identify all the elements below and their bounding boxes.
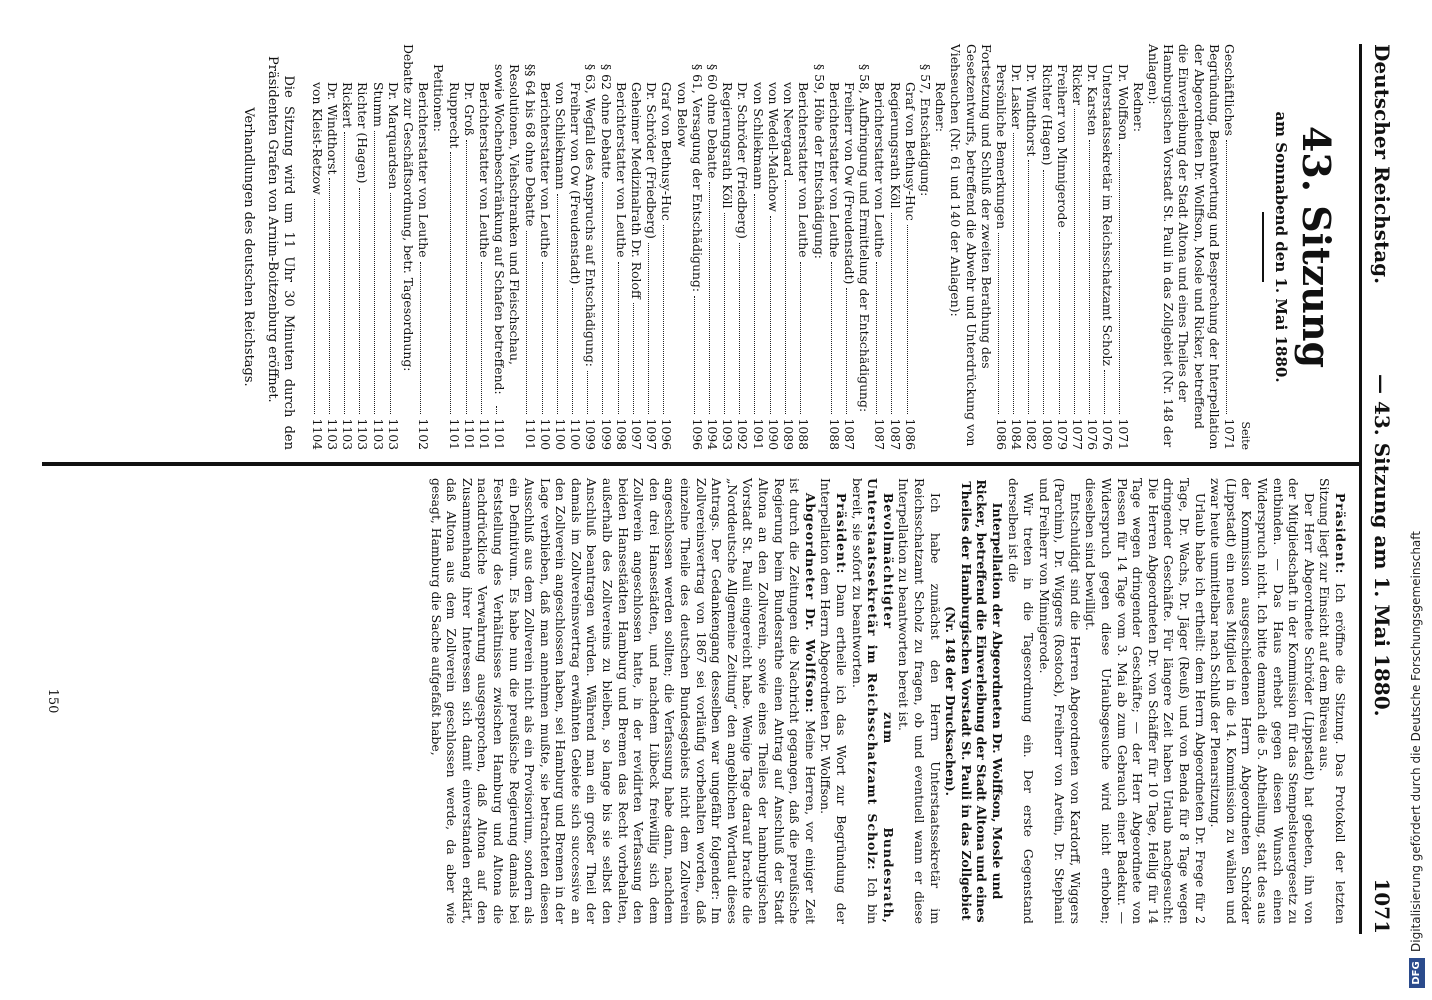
toc-page-number: 1086 <box>902 418 918 450</box>
toc-leader-dots <box>1013 133 1014 414</box>
toc-entry <box>1055 44 1070 450</box>
caption-text: Digitalisierung gefördert durch die Deutsche Forschungsgemeinschaft <box>1409 530 1423 952</box>
toc-entry-text: Dr. Wolffson <box>1115 64 1131 141</box>
toc-entry <box>887 44 902 450</box>
toc-page-number: 1097 <box>644 418 660 450</box>
toc-entry-text: Persönliche Bemerkungen <box>993 64 1009 230</box>
toc-page-number: 1096 <box>659 418 675 450</box>
running-header <box>1359 44 1402 934</box>
paragraph: Urlaub habe ich ertheilt: dem Herrn Abgeordneten Dr. Frege für 2 Tage, Dr. Wachs, Dr. Jäger (Reuß) und von Benda für 8 Tage wegen dringender Geschäfte. Für längere Zeit haben Urlaub nachgesucht: Die Herren Abgeordneten Dr. von Schäffer für 10 Tage, Hellig für 14 Tage wegen dringender Geschäfte; — der Herr Abgeordnete von Plessen für 14 Tage vom 3. Mai ab zum Gebrauch einer Badekur. — Widerspruch gegen diese Urlaubsgesuche wird nicht erhoben; dieselben sind bewilligt. <box>1083 478 1208 924</box>
toc-page-number: 1104 <box>309 418 325 450</box>
toc-page-number: 1103 <box>370 418 386 450</box>
toc-page-number: 1101 <box>492 418 508 450</box>
toc-entry-text: Dr. Windthorst <box>325 82 341 175</box>
toc-leader-dots <box>755 194 756 415</box>
toc-entry-text: §§ 64 bis 68 ohne Debatte <box>522 64 538 227</box>
toc-entry <box>553 44 568 450</box>
toc-leader-dots <box>663 225 664 415</box>
toc-entry-text: Dr. Schröder (Friedberg) <box>644 82 660 239</box>
toc-entry <box>674 44 689 450</box>
toc-entry <box>568 44 583 450</box>
toc-entry-text: Berichterstatter von Leuthe <box>826 82 842 258</box>
speaker-label: Präsident: <box>834 492 849 575</box>
toc-page-number: 1098 <box>613 418 629 450</box>
toc-leader-dots <box>831 262 832 415</box>
toc-entry-text: Freiherr von Ow (Freudenstadt) <box>841 82 857 285</box>
paragraph: Ich habe zunächst den Herrn Unterstaatssekretär im Reichsschatzamt Scholz zu fragen, ob und eventuell wann er diese Interpellation zu beantworten bereit ist. <box>896 478 943 924</box>
agenda-item: Interpellation der Abgeordneten Dr. Wolffson, Mosle und Ricker, betreffend die Einverleibung der Stadt Altona und eines Theiles der Hamburgischen Vorstadt St. Pauli in das Zollgebiet (Nr. 148 der Drucksachen). <box>943 479 1005 923</box>
toc-leader-dots <box>998 233 999 414</box>
toc-entry-text: Berichterstatter von Leuthe <box>796 82 812 258</box>
toc-entry <box>872 44 887 450</box>
seite-label: Seite <box>1239 421 1252 450</box>
toc-entry <box>1085 44 1100 450</box>
toc-entry-text: Freiherr von Minnigerode <box>1054 64 1070 228</box>
toc-entry <box>766 44 781 450</box>
toc-entry-text: Berichterstatter von Leuthe <box>872 82 888 258</box>
toc-leader-dots <box>466 140 467 415</box>
toc-leader-dots <box>329 178 330 414</box>
toc-page-number: 1101 <box>477 418 493 450</box>
toc-entry <box>705 44 720 450</box>
toc-entry <box>720 44 735 450</box>
toc-entry <box>431 44 446 450</box>
signature-number: 150 <box>45 688 60 714</box>
toc-entry <box>994 44 1009 450</box>
toc-entry-text: Richter (Hagen) <box>1039 64 1055 166</box>
toc-entry <box>1009 44 1024 450</box>
toc-leader-dots <box>496 406 497 414</box>
toc-page-number: 1099 <box>583 418 599 450</box>
toc-page-number: 1100 <box>553 418 569 450</box>
toc-leader-dots <box>800 262 801 415</box>
toc-entry <box>614 44 629 450</box>
toc-entry <box>477 44 492 450</box>
toc-entry <box>827 44 842 450</box>
toc-page-number: 1090 <box>765 418 781 450</box>
toc-entry-text: § 60 ohne Debatte <box>705 64 721 179</box>
toc-page-number: 1103 <box>355 418 371 450</box>
toc-page-number: 1096 <box>689 418 705 450</box>
toc-entry-text: Redner: <box>933 82 949 133</box>
toc-entry-text: Resolutionen, Viehschranken und Fleischschau, sowie Wochenbeschränkung auf Schafen betreffend: <box>492 64 523 395</box>
toc-leader-dots <box>359 188 360 415</box>
toc-entry <box>842 44 857 450</box>
toc-entry-text: Dr. Marquardsen <box>385 82 401 190</box>
toc-entry-text: Unterstaatssekretär im Reichsschatzamt Scholz <box>1100 64 1116 366</box>
toc-page-number: 1082 <box>1024 418 1040 450</box>
toc-page-number: 1076 <box>1085 418 1101 450</box>
toc-leader-dots <box>1119 144 1120 414</box>
toc-entry-text: Regierungsrath Köll <box>720 82 736 209</box>
toc-entry <box>538 44 553 450</box>
toc-entry-text: Dr. Windthorst <box>1024 64 1040 157</box>
toc-leader-dots <box>374 131 375 415</box>
toc-page-number: 1097 <box>629 418 645 450</box>
toc-page-number: 1087 <box>872 418 888 450</box>
toc-leader-dots <box>587 371 588 414</box>
toc-entry <box>598 44 613 450</box>
toc-page-number: 1103 <box>385 418 401 450</box>
toc-entry <box>644 44 659 450</box>
toc-leader-dots <box>572 288 573 414</box>
toc-page-number: 1087 <box>841 418 857 450</box>
toc-entry-text: von Kleist-Retzow <box>309 82 325 195</box>
toc-entry <box>629 44 644 450</box>
toc-entry <box>1222 44 1237 450</box>
toc-entry <box>1100 44 1115 450</box>
toc-entry <box>811 44 826 450</box>
toc-entry-text: § 59, Höhe der Entschädigung: <box>811 64 827 259</box>
toc-leader-dots <box>739 243 740 415</box>
paragraph: Präsident: Dann ertheile ich das Wort zur Begründung der Interpellation dem Herrn Abgeordneten Dr. Wolffson. <box>818 478 849 924</box>
digitization-caption <box>1400 12 1430 988</box>
toc-entry <box>1115 44 1130 450</box>
toc-leader-dots <box>907 225 908 415</box>
toc-entry <box>796 44 811 450</box>
toc-leader-dots <box>770 216 771 415</box>
toc-entry <box>386 44 401 450</box>
toc-entry-text: Graf von Bethusy-Huc <box>659 82 675 221</box>
toc-entry <box>690 44 705 450</box>
toc-entry <box>401 44 416 450</box>
toc-page-number: 1084 <box>1009 418 1025 450</box>
toc-page-number: 1101 <box>461 418 477 450</box>
opening-note: Die Sitzung wird um 11 Uhr 30 Minuten durch den Präsidenten Grafen von Arnim-Boitzenburg eröffnet. <box>264 56 296 450</box>
toc-entry-text: Begründung, Beantwortung und Besprechung der Interpellation der Abgeordneten Dr. Wolffson, Mosle und Ricker, betreffend die Einverleibung der Stadt Altona und eines Theiles der Hamburgischen Vorstadt St. Pauli in das Zollgebiet (Nr. 148 der Anlagen): <box>1145 44 1222 450</box>
toc-entry <box>355 44 370 450</box>
toc-page-number: 1093 <box>720 418 736 450</box>
toc-entry-text: Berichterstatter von Leuthe <box>613 82 629 258</box>
session-date: am Sonnabend den 1. Mai 1880. <box>1272 111 1290 383</box>
toc-leader-dots <box>542 262 543 415</box>
toc-leader-dots <box>633 303 634 415</box>
toc-entry <box>659 44 674 450</box>
proceedings-column <box>58 478 1348 924</box>
toc-entry <box>462 44 477 450</box>
toc-entry-text: Richter (Hagen) <box>355 82 371 184</box>
toc-entry-text: von Schliekmann <box>553 82 569 190</box>
toc-page-number: 1100 <box>568 418 584 450</box>
toc-entry <box>781 44 796 450</box>
toc-entry <box>1146 44 1222 450</box>
toc-entry <box>918 44 933 450</box>
toc-page-number: 1100 <box>537 418 553 450</box>
toc-leader-dots <box>526 231 527 415</box>
toc-page-number: 1092 <box>735 418 751 450</box>
toc-leader-dots <box>1028 160 1029 414</box>
toc-leader-dots <box>694 296 695 414</box>
toc-page-number: 1077 <box>1069 418 1085 450</box>
toc-leader-dots <box>481 262 482 415</box>
toc-entry-text: Petitionen: <box>431 64 447 132</box>
toc-page-number: 1103 <box>325 418 341 450</box>
toc-entry <box>1039 44 1054 450</box>
table-of-contents <box>310 44 1237 450</box>
toc-entry <box>416 44 431 450</box>
toc-entry <box>735 44 750 450</box>
toc-entry-text: Rickert <box>340 82 356 128</box>
toc-leader-dots <box>1059 232 1060 415</box>
toc-entry-text: Dr. Karsten <box>1085 64 1101 136</box>
toc-entry <box>340 44 355 450</box>
toc-leader-dots <box>876 262 877 415</box>
paragraph: Der Herr Abgeordnete Schröder (Lippstadt) hat gebeten, ihn von der Mitgliedschaft in der Kommission für das Stempelsteuergesetz zu entbinden. — Das Haus erhebt gegen diesen Wunsch einen Widerspruch nicht. Ich bitte demnach die 5. Abtheilung, statt des aus der Kommission ausgeschiedenen Herrn Abgeordneten Schröder (Lippstadt) ein neues Mitglied in die 14. Kommission zu wählen und zwar heute unmittelbar nach Schluß der Plenarsitzung. <box>1208 478 1317 924</box>
toc-leader-dots <box>1089 140 1090 415</box>
toc-entry-text: Debatte zur Geschäftsordnung, betr. Tagesordnung: <box>401 44 417 372</box>
toc-page-number: 1071 <box>1222 418 1237 450</box>
toc-entry-text: Ricker <box>1069 64 1085 105</box>
toc-entry-text: Dr. Lasker <box>1009 64 1025 130</box>
toc-leader-dots <box>1074 109 1075 414</box>
toc-entry <box>751 44 766 450</box>
speaker-label: Präsident: <box>1333 492 1348 575</box>
header-publication: Deutscher Reichstag. <box>1370 44 1394 285</box>
toc-page-number: 1076 <box>1100 418 1116 450</box>
toc-leader-dots <box>420 262 421 415</box>
toc-leader-dots <box>785 180 786 414</box>
toc-leader-dots <box>344 132 345 414</box>
toc-page-number: 1088 <box>796 418 812 450</box>
toc-entry-text: § 61, Versagung der Entschädigung: <box>689 64 705 293</box>
header-page-number: 1071 <box>1370 878 1394 934</box>
toc-entry-text: Regierungsrath Köll <box>887 82 903 209</box>
toc-page-number: 1088 <box>826 418 842 450</box>
toc-leader-dots <box>618 262 619 415</box>
toc-entry <box>933 44 948 450</box>
toc-page-number: 1079 <box>1054 418 1070 450</box>
toc-leader-dots <box>390 193 391 414</box>
paragraph: Abgeordneter Dr. Wolffson: Meine Herren, vor einiger Zeit ist durch die Zeitungen die Nachricht gegangen, daß die preußische Regierung beim Bundesrathe einen Antrag auf Anschluß der Stadt Altona an den Zollverein, sowie eines Theiles der hamburgischen Vorstadt St. Pauli eingereicht habe. Wenige Tage darauf brachte die „Norddeutsche Allgemeine Zeitung“ den angeblichen Wortlaut dieses Antrags. Der Gedankengang desselben war ungefähr folgender: Im Zollvereinsvertrag von 1867 sei vorläufig vorbehalten worden, daß einzelne Theile des deutschen Bundesgebiets nicht dem Zollverein angeschlossen werden sollten; die Verfassung habe dann, nachdem den drei Hansestädten, und nachdem Lübeck freiwillig sich dem Zollverein angeschlossen hatte, in der revidirten Verfassung den beiden Hansestädten Hamburg und Bremen das Recht vorbehalten, außerhalb des Zollvereins zu bleiben, so lange bis sie selbst den Anschluß beantragen würden. Während man ein großer Theil der damals im Zollvereinsvertrag erwähnten Gebiete sich successive an den Zollverein angeschlossen haben, sei Hamburg und Bremen in der Lage verblieben, daß man annehmen mußte, sie betrachteten diesen Ausschluß aus dem Zollverein nicht als ein Provisorium, sondern als ein Definitivum. Es habe nun die preußische Regierung damals bei Feststellung des Verhältnisses zwischen Hamburg und Altona die nachdrückliche Verwahrung ausgesprochen, daß Altona auf den Zusammenhang ihrer Interessen sich damit einverstanden erklärt, daß Altona aus dem Zollverein geschlossen werde, da aber wie gesagt, Hamburg die Sache aufgefaßt habe, <box>428 478 818 924</box>
session-title: 43. Sitzung <box>1294 125 1339 369</box>
toc-entry <box>1070 44 1085 450</box>
toc-page-number: 1103 <box>340 418 356 450</box>
toc-entry-text: § 62 ohne Debatte <box>598 64 614 179</box>
toc-page-number: 1101 <box>446 418 462 450</box>
toc-entry <box>492 44 522 450</box>
toc-page-number: 1080 <box>1039 418 1055 450</box>
toc-page-number: 1099 <box>598 418 614 450</box>
toc-page-number: 1101 <box>522 418 538 450</box>
toc-leader-dots <box>724 213 725 415</box>
toc-entry-text: Berichterstatter von Leuthe <box>477 82 493 258</box>
toc-entry <box>522 44 537 450</box>
title-rule <box>1262 212 1264 282</box>
toc-entry <box>583 44 598 450</box>
toc-entry-text: von Neergaard <box>781 82 797 177</box>
toc-leader-dots <box>648 243 649 415</box>
toc-entry-text: § 57, Entschädigung: <box>917 64 933 197</box>
paragraph: Präsident: Ich eröffne die Sitzung. Das Protokoll der letzten Sitzung liegt zur Einsicht auf dem Büreau aus. <box>1317 478 1348 924</box>
toc-entry <box>857 44 872 450</box>
toc-entry <box>370 44 385 450</box>
toc-entry-text: Stumm <box>370 82 386 127</box>
toc-leader-dots <box>1104 370 1105 415</box>
toc-leader-dots <box>557 194 558 415</box>
toc-leader-dots <box>314 199 315 415</box>
toc-entry-text: Berichterstatter von Leuthe <box>416 82 432 258</box>
toc-entry <box>948 44 994 450</box>
header-session: — 43. Sitzung am 1. Mai 1880. <box>1370 374 1394 717</box>
toc-entry-text: von Wedell-Malchow <box>765 82 781 212</box>
toc-entry <box>1024 44 1039 450</box>
toc-page-number: 1087 <box>887 418 903 450</box>
toc-entry-text: § 63, Wegfall des Anspruchs auf Entschädigung: <box>583 64 599 367</box>
toc-entry <box>903 44 918 450</box>
toc-entry <box>446 44 461 450</box>
toc-entry-text: Freiherr von Ow (Freudenstadt) <box>568 82 584 285</box>
paragraph: Entschuldigt sind die Herren Abgeordneten von Kardorff, Wiggers (Parchim), Dr. Wiggers (Rostock), Freiherr von Aretin, Dr. Stephani und Freiherr von Minnigerode. <box>1036 478 1083 924</box>
contents-column <box>18 44 1348 450</box>
toc-page-number: 1091 <box>750 418 766 450</box>
toc-entry-text: Rupprecht <box>446 82 462 149</box>
toc-entry <box>310 44 325 450</box>
toc-entry-text: Geheimer Medizinalrath Dr. Roloff <box>629 82 645 299</box>
speaker-label: Bevollmächtigter zum Bundesrath, Unterstaatssekretär im Reichsschatzamt Scholz: <box>865 478 896 924</box>
toc-leader-dots <box>450 152 451 414</box>
toc-entry <box>325 44 340 450</box>
toc-entry-text: § 58, Aufbringung und Ermittelung der Entschädigung: <box>857 64 873 413</box>
paragraph: Bevollmächtigter zum Bundesrath, Unterstaatssekretär im Reichsschatzamt Scholz: Ich bin bereit, sie sofort zu beantworten. <box>849 478 896 924</box>
toc-leader-dots <box>709 182 710 414</box>
toc-leader-dots <box>1226 140 1227 414</box>
toc-leader-dots <box>602 182 603 414</box>
toc-page-number: 1102 <box>416 418 432 450</box>
toc-page-number: 1086 <box>993 418 1009 450</box>
toc-entry-text: Graf von Bethusy-Huc <box>902 82 918 221</box>
toc-entry-text: von Schliekmann <box>750 82 766 190</box>
toc-leader-dots <box>846 288 847 414</box>
toc-entry-text: Dr. Schröder (Friedberg) <box>735 82 751 239</box>
toc-entry-text: Redner: <box>1130 82 1146 133</box>
toc-entry-text: Geschäftliches <box>1222 44 1237 136</box>
toc-entry <box>1131 44 1146 450</box>
toc-page-number: 1089 <box>781 418 797 450</box>
toc-page-number: 1071 <box>1115 418 1131 450</box>
speaker-label: Abgeordneter Dr. Wolffson: <box>802 492 818 714</box>
toc-entry-text: Berichterstatter von Leuthe <box>537 82 553 258</box>
paragraph: Wir treten in die Tagesordnung ein. Der erste Gegenstand derselben ist die <box>1005 478 1037 924</box>
closing-note: Verhandlungen des deutschen Reichstags. <box>240 107 256 387</box>
toc-leader-dots <box>891 213 892 415</box>
column-divider <box>42 462 1362 466</box>
toc-entry-text: Dr. Groß <box>461 82 477 136</box>
dfg-logo: DFG <box>1409 958 1425 988</box>
toc-entry-text: von Below <box>674 82 690 147</box>
toc-page-number: 1094 <box>705 418 721 450</box>
toc-entry-text: Fortsetzung und Schluß der zweiten Berathung des Gesetzentwurfs, betreffend die Abwehr und Unterdrückung von Viehseuchen (Nr. 61 und 140 der Anlagen): <box>948 44 994 447</box>
toc-leader-dots <box>1043 170 1044 415</box>
